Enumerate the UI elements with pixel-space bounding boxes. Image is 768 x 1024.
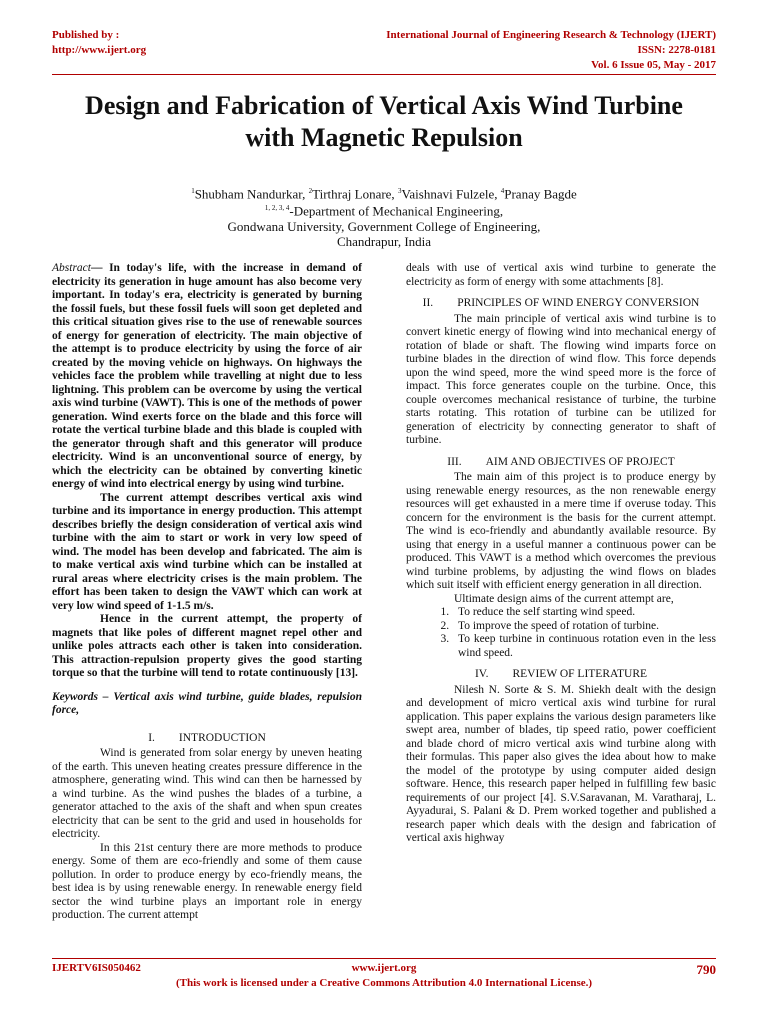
author-name: Pranay Bagde [504, 186, 577, 202]
publisher-info [52, 28, 146, 58]
department: -Department of Mechanical Engineering, [289, 203, 504, 219]
section-heading-introduction [52, 732, 362, 746]
header-divider [52, 74, 716, 75]
site-link[interactable]: www.ijert.org [351, 962, 417, 974]
author-sup: 3 [397, 187, 402, 195]
author-sup: 4 [500, 187, 505, 195]
abstract-paragraph: Hence in the current attempt, the property of magnets that like poles of different magnet repel other and unlike poles attracts each other is taken into consideration. This attraction-repulsion property gives the good starting torque so that the turbine will tend to rotate continuously [13]. [52, 613, 362, 679]
body-paragraph: deals with use of vertical axis wind turbine to generate the electricity as form of energy with some attachments [8]. [406, 262, 716, 288]
section-heading-principles [406, 297, 716, 311]
body-paragraph: The main aim of this project is to produce energy by using renewable energy resources, as the non renewable energy resources will get exhausted in a mere time if overuse today. This concern for the environment is the basis for the current attempt. The wind is eco-friendly and abundantly available resource. By using that energy in a useful manner a continuous power can be produced. This VAWT is a method which overcomes the previous wind turbine problems, by adjusting the wind flows on blades which suit itself with efficient energy generation in all direction. [406, 471, 716, 591]
affiliation-department [60, 201, 708, 218]
journal-info [386, 28, 716, 73]
issn: ISSN: 2278-0181 [637, 44, 716, 56]
license-notice: (This work is licensed under a Creative Commons Attribution 4.0 International License.) [175, 977, 593, 989]
abstract-paragraph: The current attempt describes vertical axis wind turbine and its importance in energy production. This attempt describes briefly the design consideration of vertical axis wind turbine with the aim to start or work in very low speed of wind. The model has been develop and fabricated. The aim is to make vertical axis wind turbine which can be installed at rural areas where electricity crises is the main problem. The effort has been taken to design the VAWT which can work at very low wind speed of 1-1.5 m/s. [52, 491, 362, 612]
left-column [52, 262, 362, 923]
right-column [406, 262, 716, 846]
author-sup: 1 [191, 187, 195, 195]
author-sup: 2 [308, 187, 313, 195]
affiliation-university: Gondwana University, Government College of Engineering, [227, 218, 541, 234]
list-item: 2. To improve the speed of rotation of turbine. [452, 620, 716, 634]
section-title: INTRODUCTION [178, 731, 266, 744]
author-names [60, 184, 708, 201]
section-number: II. [422, 297, 434, 309]
page-number: 790 [696, 962, 716, 977]
paper-id: IJERTV6IS050462 [52, 962, 141, 974]
list-item: 1. To reduce the self starting wind speed. [452, 606, 716, 620]
section-number: I. [148, 731, 155, 744]
affiliation-city: Chandrapur, India [336, 233, 432, 249]
body-paragraph: Wind is generated from solar energy by uneven heating of the earth. This uneven heating creates pressure difference in the atmosphere, generating wind. This wind can then be harnessed by a wind turbine. As the wind pushes the blades of a turbine, a generator attached to the axis of the shaft and when spun creates electricity that can be sent to the grid and used in households for electricity. [52, 747, 362, 840]
body-paragraph: Ultimate design aims of the current attempt are, [454, 592, 674, 605]
section-title: PRINCIPLES OF WIND ENERGY CONVERSION [457, 297, 700, 309]
page-header [52, 28, 716, 74]
affiliation-sup: 1, 2, 3, 4 [264, 204, 290, 213]
author-block [60, 184, 708, 249]
author-name: Vaishnavi Fulzele, [401, 186, 501, 202]
abstract-paragraph: — In today's life, with the increase in demand of electricity its generation in huge amount has also become very important. In today's era, electricity is generated by burning the fossil fuels, but these fossil fuels will soon get depleted and this critical situation gives rise to the use of renewable sources of energy for generation of electricity. The main objective of the attempt is to produce electricity by using the force of air created by the moving vehicle on highways. On highways the vehicles face the problem while travelling at night due to less lightning. This problem can be overcome by using the vertical axis wind turbine (VAWT). This is one of the methods of power generation. Wind exerts force on the blade and this force will rotate the vertical turbine blade and this blade is coupled with the generator through shaft and this generator will produce electricity. Wind is an unconventional source of energy, by which the electricity can be obtained by converting kinetic energy of wind into electrical energy by using wind turbine. [52, 262, 362, 490]
journal-name: International Journal of Engineering Research & Technology (IJERT) [386, 29, 716, 41]
publisher-label: Published by : [52, 29, 120, 41]
page-footer [52, 962, 716, 992]
keywords: Keywords – Vertical axis wind turbine, guide blades, repulsion force, [52, 690, 362, 716]
body-paragraph: In this 21st century there are more methods to produce energy. Some of them are eco-friendly and some of them cause pollution. In order to produce energy by eco-friendly means, the best idea is by using renewable energy. In renewable energy field sector the wind turbine plays an important role in energy production. The current attempt [52, 841, 362, 921]
body-paragraph: The main principle of vertical axis wind turbine is to convert kinetic energy of flowing wind into mechanical energy of rotation of blade or shaft. The flowing wind imparts force on turbine blades in the direction of wind flow. This force depends upon the wind speed, more the wind speed more is the force of impact. This force generates couple on the turbine. Once, this couple overcomes mechanical resistance of turbine, the turbine starts rotating. This rotation of turbine can be utilized for generation of electricity by connecting generator to shaft of turbine. [406, 312, 716, 446]
body-paragraph: Nilesh N. Sorte & S. M. Shiekh dealt with the design and development of micro vertical axis wind turbine for rural application. This paper explains the various design parameters like swept area, number of blades, tip speed ratio, power coefficient and blade chord of micro vertical axis wind turbine along with their formulas. This paper also gives the idea about how to make the model of the prototype by using computer aided design software. Hence, this research paper helped in fulfilling few basic requirements of our project [4]. S.V.Saravanan, M. Varatharaj, L. Ayyadurai, S. Palani & D. Prem worked together and published a research paper which deals with the design and fabrication of vertical axis highway [406, 683, 716, 844]
section-heading-review [406, 668, 716, 682]
footer-divider [52, 958, 716, 959]
author-name: Tirthraj Lonare, [312, 186, 398, 202]
aims-list [406, 606, 716, 660]
publisher-url-link[interactable]: http://www.ijert.org [52, 44, 147, 56]
paper-title: Design and Fabrication of Vertical Axis Wind Turbine with Magnetic Repulsion [85, 91, 683, 152]
section-number: III. [447, 455, 462, 468]
section-title: REVIEW OF LITERATURE [512, 668, 648, 680]
abstract [52, 262, 362, 681]
author-name: Shubham Nandurkar, [194, 186, 309, 202]
section-title: AIM AND OBJECTIVES OF PROJECT [485, 455, 675, 468]
abstract-label: Abstract [52, 262, 91, 274]
section-heading-aim [406, 456, 716, 470]
section-number: IV. [474, 668, 489, 680]
list-item: 3. To keep turbine in continuous rotation even in the less wind speed. [452, 633, 716, 660]
volume-issue: Vol. 6 Issue 05, May - 2017 [591, 59, 716, 71]
